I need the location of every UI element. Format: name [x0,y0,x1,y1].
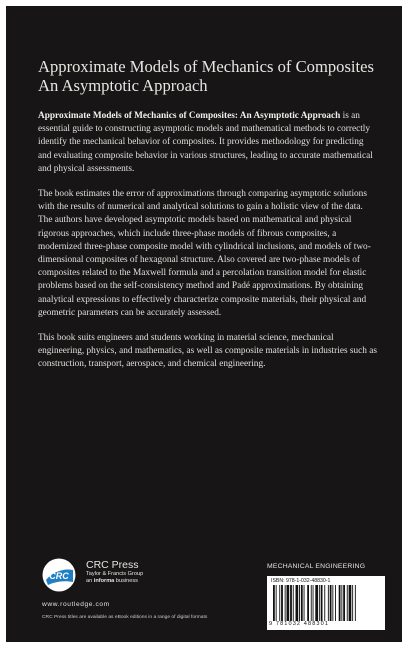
description-intro-bold: Approximate Models of Mechanics of Composites: An Asymptotic Approach [38,111,341,121]
barcode-stripe [276,585,277,621]
description-paragraph-2: The book estimates the error of approximations through comparing asymptotic solutions with the results of numerical and analytical solutions to gain a holistic view of the data. The authors have developed asymptotic models based on mathematical and physical rigorous approaches, which include three-phase models of fibrous composites, a modernized three-phase composite model with cylindrical inclusions, and models of two-dimensional composites of hexagonal structure. Also covered are two-phase models of composites related to the Maxwell formula and a percolation transition model for elastic problems based on the self-consistency method and Padé approximations. By obtaining analytical expressions to effectively characterize composite materials, their physical and geometric parameters can be accurately assessed. [38,189,371,318]
barcode-stripe [343,585,345,621]
barcode-stripe [296,585,299,621]
barcode-stripe [321,585,323,621]
book-title-main: Approximate Models of Mechanics of Composites [38,57,374,76]
book-subtitle: An Asymptotic Approach [38,76,208,95]
barcode-stripe [307,585,309,621]
barcode-stripe [273,585,275,621]
barcode-stripe [319,585,320,621]
barcode-stripe [311,585,312,621]
barcode-stripe [339,585,341,621]
barcode-stripe [332,585,333,621]
barcode-stripe [349,585,352,621]
barcode-stripe [335,585,336,621]
barcode-number: 9 781032 488301 [269,621,330,627]
barcode-stripe [324,585,325,621]
barcode-stripe [347,585,348,621]
publisher-group: Taylor & Francis Group [86,571,144,577]
barcode-stripe [299,585,300,621]
barcode-stripe [293,585,294,621]
subject-category: MECHANICAL ENGINEERING [267,563,366,570]
description-intro-text: is an essential guide to constructing asymptotic models and mathematical methods to correctly identify the mechanical behavior of composites. It provides methodology for predicting and evaluating composite behavior in various structures, leading to accurate mathematical and physical assessments. [38,111,373,174]
publisher-tagline [86,578,143,585]
ebook-availability-note: CRC Press titles are available as eBook editions in a range of digital formats [42,615,208,620]
book-description [38,110,378,384]
barcode-stripe [281,585,283,621]
barcode-stripe [313,585,314,621]
book-title [38,57,378,95]
barcode-stripe [285,585,286,621]
barcode-stripe [279,585,280,621]
barcode-stripe [341,585,342,621]
barcode-stripe [330,585,332,621]
tagline-informa: informa [93,578,115,584]
barcode-stripe [301,585,303,621]
barcode-stripe [355,585,356,621]
book-back-cover [6,6,402,642]
publisher-website: www.routledge.com [42,601,110,608]
barcode-stripe [315,585,318,621]
barcode-stripe [304,585,305,621]
barcode-stripe [352,585,353,621]
crc-logo-text: CRC [49,571,69,581]
barcode-bars [271,585,381,621]
publisher-info [86,559,143,585]
description-paragraph-1 [38,110,378,176]
tagline-suffix: business [114,578,138,584]
publisher-name: CRC Press [86,559,139,571]
barcode-stripe [290,585,292,621]
barcode-panel [267,576,385,630]
barcode-stripe [328,585,329,621]
description-paragraph-3: This book suits engineers and students working in material science, mechanical engineering, physics, and mathematics, as well as composite materials in industries such as construction, transport, aerospace, and chemical engineering. [38,333,377,370]
barcode-stripe [287,585,290,621]
tagline-prefix: an [86,578,94,584]
isbn-label: ISBN: 978-1-032-48830-1 [271,578,331,584]
crc-press-logo [42,558,76,592]
